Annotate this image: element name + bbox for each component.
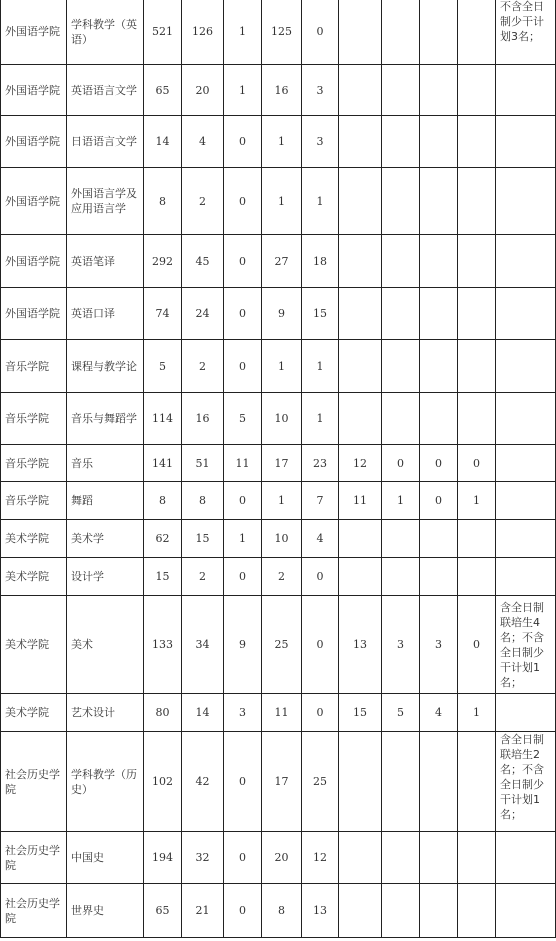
number-cell: 11 bbox=[262, 694, 302, 732]
number-cell: 1 bbox=[382, 482, 420, 520]
major-cell: 音乐与舞蹈学 bbox=[67, 393, 144, 445]
college-cell: 社会历史学院 bbox=[1, 832, 67, 884]
number-cell bbox=[382, 168, 420, 235]
number-cell: 0 bbox=[382, 445, 420, 482]
college-cell: 美术学院 bbox=[1, 694, 67, 732]
number-cell: 51 bbox=[182, 445, 224, 482]
table-row bbox=[1, 65, 556, 116]
note-cell: 含全日制联培生4名；不含全日制少干计划1名； bbox=[496, 596, 556, 694]
note-cell bbox=[496, 832, 556, 884]
table-row bbox=[1, 116, 556, 168]
number-cell: 521 bbox=[144, 0, 182, 65]
number-cell: 11 bbox=[224, 445, 262, 482]
number-cell bbox=[382, 520, 420, 558]
college-cell: 音乐学院 bbox=[1, 445, 67, 482]
number-cell: 18 bbox=[302, 235, 339, 288]
major-cell: 中国史 bbox=[67, 832, 144, 884]
number-cell: 0 bbox=[302, 596, 339, 694]
number-cell bbox=[382, 0, 420, 65]
college-cell: 音乐学院 bbox=[1, 482, 67, 520]
note-cell bbox=[496, 558, 556, 596]
number-cell: 24 bbox=[182, 288, 224, 340]
note-cell bbox=[496, 393, 556, 445]
number-cell: 141 bbox=[144, 445, 182, 482]
number-cell: 5 bbox=[224, 393, 262, 445]
number-cell bbox=[458, 116, 496, 168]
number-cell bbox=[339, 168, 382, 235]
number-cell bbox=[458, 235, 496, 288]
major-cell: 课程与教学论 bbox=[67, 340, 144, 393]
number-cell: 4 bbox=[420, 694, 458, 732]
note-cell bbox=[496, 445, 556, 482]
number-cell: 0 bbox=[224, 235, 262, 288]
number-cell bbox=[420, 340, 458, 393]
number-cell: 10 bbox=[262, 393, 302, 445]
number-cell: 102 bbox=[144, 732, 182, 832]
number-cell bbox=[458, 393, 496, 445]
table-row bbox=[1, 393, 556, 445]
college-cell: 美术学院 bbox=[1, 558, 67, 596]
number-cell: 5 bbox=[382, 694, 420, 732]
number-cell: 8 bbox=[144, 482, 182, 520]
number-cell: 32 bbox=[182, 832, 224, 884]
number-cell bbox=[339, 0, 382, 65]
number-cell: 0 bbox=[458, 596, 496, 694]
number-cell bbox=[420, 288, 458, 340]
number-cell: 2 bbox=[262, 558, 302, 596]
number-cell: 10 bbox=[262, 520, 302, 558]
college-cell: 音乐学院 bbox=[1, 340, 67, 393]
number-cell bbox=[420, 558, 458, 596]
note-cell bbox=[496, 482, 556, 520]
number-cell: 13 bbox=[339, 596, 382, 694]
number-cell bbox=[458, 168, 496, 235]
number-cell bbox=[382, 235, 420, 288]
number-cell: 8 bbox=[144, 168, 182, 235]
number-cell bbox=[458, 558, 496, 596]
number-cell: 0 bbox=[302, 0, 339, 65]
major-cell: 艺术设计 bbox=[67, 694, 144, 732]
major-cell: 日语语言文学 bbox=[67, 116, 144, 168]
number-cell: 133 bbox=[144, 596, 182, 694]
number-cell: 25 bbox=[302, 732, 339, 832]
number-cell bbox=[339, 393, 382, 445]
number-cell: 74 bbox=[144, 288, 182, 340]
number-cell: 1 bbox=[262, 168, 302, 235]
number-cell: 5 bbox=[144, 340, 182, 393]
college-cell: 美术学院 bbox=[1, 520, 67, 558]
number-cell bbox=[458, 520, 496, 558]
table-row bbox=[1, 235, 556, 288]
number-cell: 194 bbox=[144, 832, 182, 884]
number-cell: 0 bbox=[224, 340, 262, 393]
number-cell: 3 bbox=[420, 596, 458, 694]
number-cell: 14 bbox=[182, 694, 224, 732]
number-cell: 15 bbox=[302, 288, 339, 340]
number-cell bbox=[420, 116, 458, 168]
number-cell: 3 bbox=[302, 65, 339, 116]
number-cell bbox=[339, 558, 382, 596]
note-cell bbox=[496, 520, 556, 558]
number-cell: 1 bbox=[262, 340, 302, 393]
number-cell: 80 bbox=[144, 694, 182, 732]
table-row bbox=[1, 596, 556, 694]
number-cell bbox=[458, 288, 496, 340]
number-cell bbox=[382, 832, 420, 884]
number-cell bbox=[339, 884, 382, 938]
number-cell: 15 bbox=[339, 694, 382, 732]
number-cell: 21 bbox=[182, 884, 224, 938]
college-cell: 外国语学院 bbox=[1, 65, 67, 116]
note-cell bbox=[496, 340, 556, 393]
number-cell: 0 bbox=[224, 732, 262, 832]
number-cell: 0 bbox=[420, 482, 458, 520]
number-cell: 20 bbox=[262, 832, 302, 884]
college-cell: 外国语学院 bbox=[1, 235, 67, 288]
number-cell: 3 bbox=[224, 694, 262, 732]
major-cell: 英语笔译 bbox=[67, 235, 144, 288]
number-cell bbox=[339, 65, 382, 116]
number-cell bbox=[382, 116, 420, 168]
number-cell: 0 bbox=[224, 288, 262, 340]
table-row bbox=[1, 482, 556, 520]
table-row bbox=[1, 0, 556, 65]
number-cell: 4 bbox=[302, 520, 339, 558]
number-cell: 15 bbox=[182, 520, 224, 558]
major-cell: 学科教学（英语） bbox=[67, 0, 144, 65]
number-cell bbox=[458, 65, 496, 116]
number-cell: 3 bbox=[302, 116, 339, 168]
number-cell: 292 bbox=[144, 235, 182, 288]
number-cell: 11 bbox=[339, 482, 382, 520]
number-cell: 65 bbox=[144, 65, 182, 116]
major-cell: 外国语言学及应用语言学 bbox=[67, 168, 144, 235]
number-cell: 42 bbox=[182, 732, 224, 832]
college-cell: 外国语学院 bbox=[1, 0, 67, 65]
number-cell: 0 bbox=[224, 168, 262, 235]
table-row bbox=[1, 832, 556, 884]
number-cell: 0 bbox=[224, 884, 262, 938]
number-cell: 17 bbox=[262, 445, 302, 482]
number-cell bbox=[420, 168, 458, 235]
number-cell bbox=[458, 732, 496, 832]
table-row bbox=[1, 694, 556, 732]
number-cell: 27 bbox=[262, 235, 302, 288]
major-cell: 舞蹈 bbox=[67, 482, 144, 520]
number-cell bbox=[458, 884, 496, 938]
college-cell: 美术学院 bbox=[1, 596, 67, 694]
number-cell bbox=[420, 520, 458, 558]
college-cell: 音乐学院 bbox=[1, 393, 67, 445]
number-cell: 15 bbox=[144, 558, 182, 596]
number-cell bbox=[420, 832, 458, 884]
major-cell: 设计学 bbox=[67, 558, 144, 596]
number-cell: 1 bbox=[302, 168, 339, 235]
number-cell: 125 bbox=[262, 0, 302, 65]
note-cell bbox=[496, 168, 556, 235]
note-cell: 不含全日制少干计划3名； bbox=[496, 0, 556, 65]
number-cell: 0 bbox=[302, 694, 339, 732]
number-cell bbox=[339, 520, 382, 558]
number-cell: 2 bbox=[182, 168, 224, 235]
college-cell: 外国语学院 bbox=[1, 168, 67, 235]
number-cell: 0 bbox=[420, 445, 458, 482]
number-cell bbox=[420, 0, 458, 65]
number-cell: 16 bbox=[182, 393, 224, 445]
table-row bbox=[1, 732, 556, 832]
number-cell: 20 bbox=[182, 65, 224, 116]
major-cell: 英语口译 bbox=[67, 288, 144, 340]
major-cell: 世界史 bbox=[67, 884, 144, 938]
number-cell bbox=[458, 340, 496, 393]
number-cell: 12 bbox=[302, 832, 339, 884]
table-row bbox=[1, 288, 556, 340]
number-cell bbox=[382, 732, 420, 832]
number-cell: 1 bbox=[302, 393, 339, 445]
note-cell bbox=[496, 235, 556, 288]
number-cell: 0 bbox=[302, 558, 339, 596]
number-cell: 0 bbox=[224, 116, 262, 168]
number-cell: 7 bbox=[302, 482, 339, 520]
note-cell bbox=[496, 694, 556, 732]
number-cell: 17 bbox=[262, 732, 302, 832]
number-cell bbox=[382, 288, 420, 340]
number-cell bbox=[339, 832, 382, 884]
number-cell: 8 bbox=[262, 884, 302, 938]
number-cell: 14 bbox=[144, 116, 182, 168]
number-cell: 65 bbox=[144, 884, 182, 938]
note-cell bbox=[496, 288, 556, 340]
number-cell: 1 bbox=[224, 0, 262, 65]
number-cell bbox=[458, 0, 496, 65]
number-cell: 1 bbox=[458, 482, 496, 520]
number-cell bbox=[420, 235, 458, 288]
number-cell: 1 bbox=[224, 65, 262, 116]
number-cell bbox=[382, 884, 420, 938]
number-cell bbox=[382, 393, 420, 445]
college-cell: 社会历史学院 bbox=[1, 884, 67, 938]
number-cell: 23 bbox=[302, 445, 339, 482]
note-cell bbox=[496, 65, 556, 116]
number-cell: 16 bbox=[262, 65, 302, 116]
number-cell: 1 bbox=[302, 340, 339, 393]
note-cell bbox=[496, 116, 556, 168]
college-cell: 社会历史学院 bbox=[1, 732, 67, 832]
table-row bbox=[1, 340, 556, 393]
number-cell: 3 bbox=[382, 596, 420, 694]
number-cell bbox=[382, 340, 420, 393]
note-cell: 含全日制联培生2名；不含全日制少干计划1名； bbox=[496, 732, 556, 832]
college-cell: 外国语学院 bbox=[1, 116, 67, 168]
number-cell: 12 bbox=[339, 445, 382, 482]
number-cell bbox=[339, 235, 382, 288]
number-cell: 114 bbox=[144, 393, 182, 445]
table-row bbox=[1, 884, 556, 938]
major-cell: 美术学 bbox=[67, 520, 144, 558]
number-cell: 126 bbox=[182, 0, 224, 65]
number-cell: 2 bbox=[182, 558, 224, 596]
number-cell: 13 bbox=[302, 884, 339, 938]
number-cell bbox=[420, 65, 458, 116]
number-cell: 45 bbox=[182, 235, 224, 288]
number-cell: 1 bbox=[458, 694, 496, 732]
number-cell: 9 bbox=[224, 596, 262, 694]
number-cell bbox=[339, 116, 382, 168]
note-cell bbox=[496, 884, 556, 938]
number-cell: 34 bbox=[182, 596, 224, 694]
number-cell: 1 bbox=[262, 482, 302, 520]
college-cell: 外国语学院 bbox=[1, 288, 67, 340]
number-cell bbox=[339, 288, 382, 340]
number-cell bbox=[458, 832, 496, 884]
number-cell: 9 bbox=[262, 288, 302, 340]
number-cell: 1 bbox=[262, 116, 302, 168]
number-cell bbox=[382, 65, 420, 116]
major-cell: 音乐 bbox=[67, 445, 144, 482]
number-cell: 0 bbox=[458, 445, 496, 482]
number-cell: 1 bbox=[224, 520, 262, 558]
number-cell: 0 bbox=[224, 482, 262, 520]
number-cell: 8 bbox=[182, 482, 224, 520]
table-row bbox=[1, 445, 556, 482]
number-cell bbox=[420, 732, 458, 832]
major-cell: 学科教学（历史） bbox=[67, 732, 144, 832]
major-cell: 英语语言文学 bbox=[67, 65, 144, 116]
number-cell: 2 bbox=[182, 340, 224, 393]
number-cell: 0 bbox=[224, 832, 262, 884]
number-cell bbox=[420, 393, 458, 445]
number-cell bbox=[339, 732, 382, 832]
number-cell: 62 bbox=[144, 520, 182, 558]
table-row bbox=[1, 168, 556, 235]
number-cell: 25 bbox=[262, 596, 302, 694]
number-cell bbox=[420, 884, 458, 938]
number-cell bbox=[382, 558, 420, 596]
number-cell: 0 bbox=[224, 558, 262, 596]
table-row bbox=[1, 520, 556, 558]
number-cell: 4 bbox=[182, 116, 224, 168]
table-row bbox=[1, 558, 556, 596]
number-cell bbox=[339, 340, 382, 393]
major-cell: 美术 bbox=[67, 596, 144, 694]
